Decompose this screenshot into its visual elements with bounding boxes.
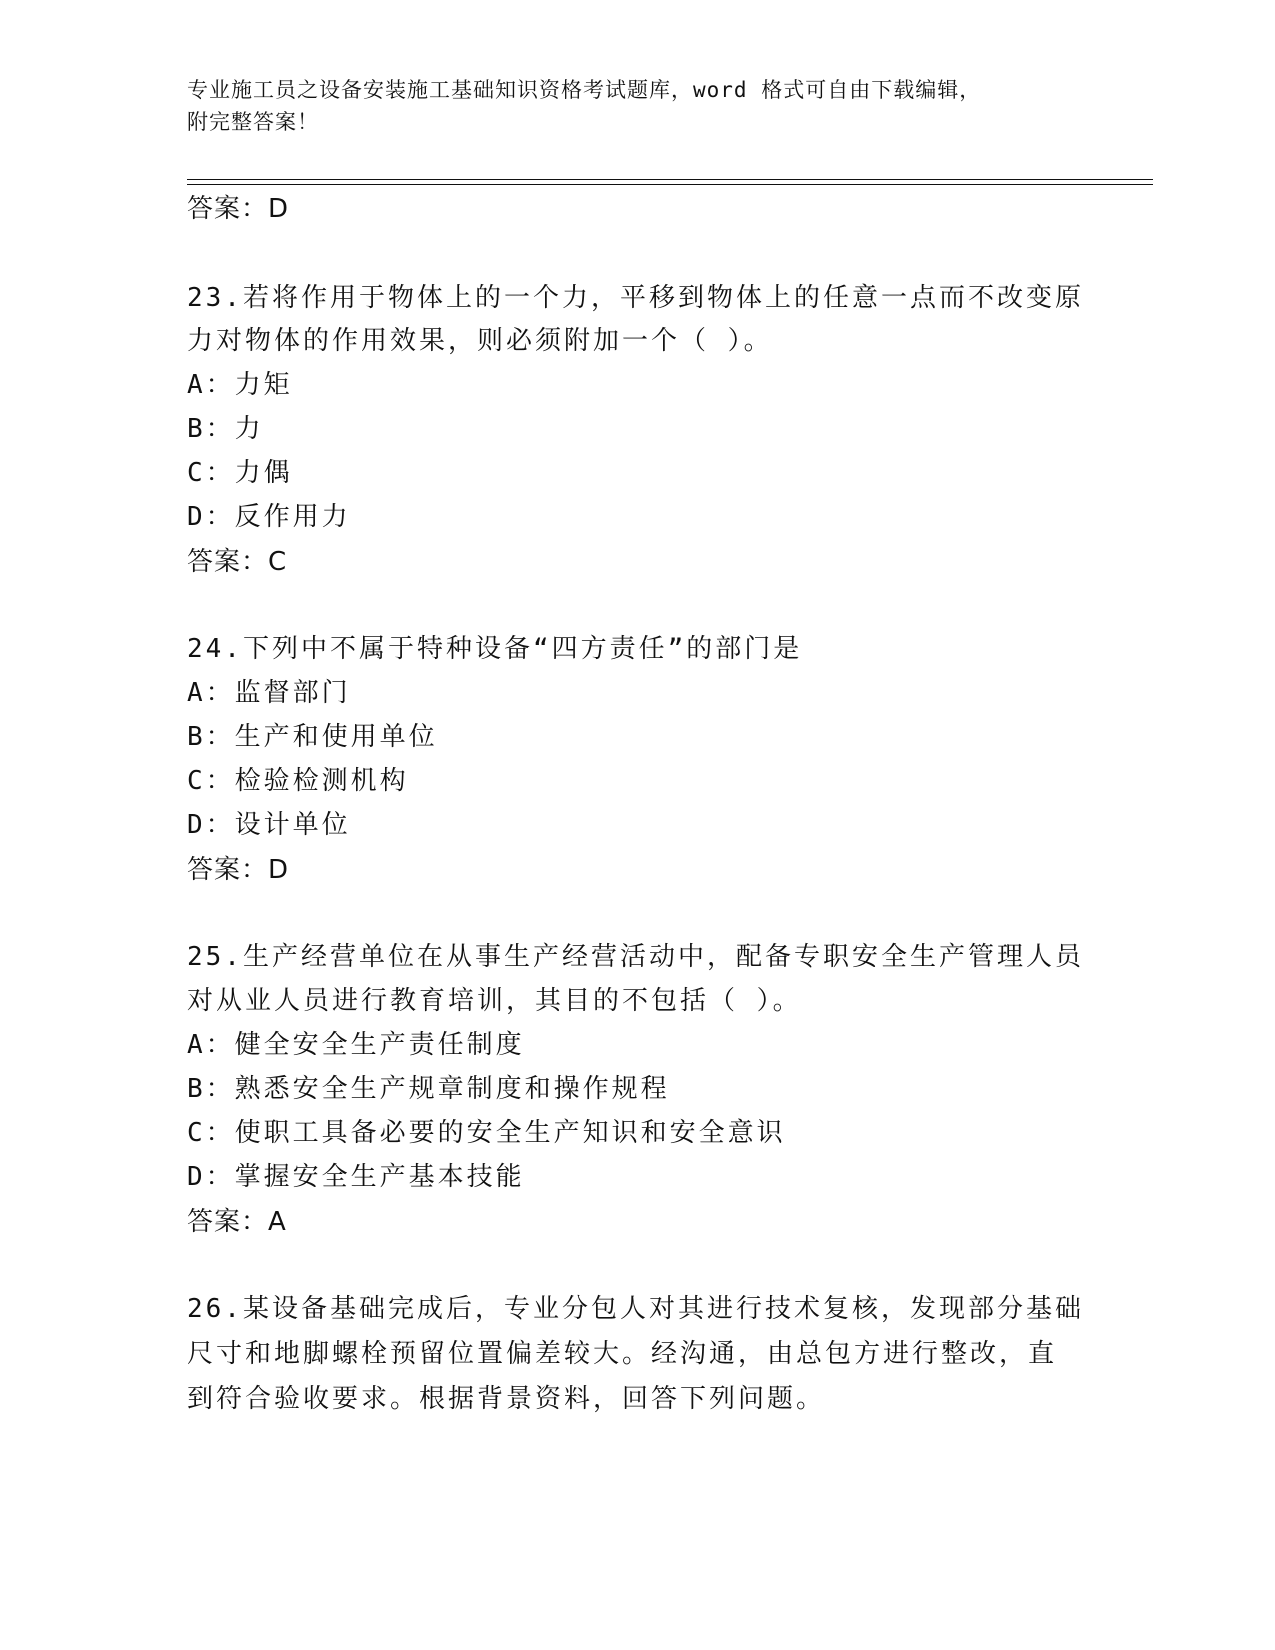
header-divider-top — [187, 179, 1153, 180]
option-b: B：熟悉安全生产规章制度和操作规程 — [187, 1074, 670, 1104]
question-stem-line: 23.若将作用于物体上的一个力，平移到物体上的任意一点而不改变原 — [187, 283, 1084, 313]
option-b: B：力 — [187, 414, 264, 444]
answer-line: 答案：C — [187, 547, 288, 577]
question-stem-line: 尺寸和地脚螺栓预留位置偏差较大。经沟通，由总包方进行整改，直 — [187, 1339, 1058, 1369]
question-stem-line: 对从业人员进行教育培训，其目的不包括（ ）。 — [187, 986, 802, 1016]
question-stem-line: 到符合验收要求。根据背景资料，回答下列问题。 — [187, 1384, 826, 1414]
option-d: D：设计单位 — [187, 810, 351, 840]
option-a: A：力矩 — [187, 370, 293, 400]
option-a: A：健全安全生产责任制度 — [187, 1030, 525, 1060]
question-stem-line: 24.下列中不属于特种设备“四方责任”的部门是 — [187, 634, 803, 664]
question-stem-line: 力对物体的作用效果，则必须附加一个（ ）。 — [187, 326, 773, 356]
option-b: B：生产和使用单位 — [187, 722, 438, 752]
header-line-1: 专业施工员之设备安装施工基础知识资格考试题库，word 格式可自由下载编辑， — [187, 78, 982, 102]
question-stem-line: 25.生产经营单位在从事生产经营活动中，配备专职安全生产管理人员 — [187, 942, 1084, 972]
option-c: C：检验检测机构 — [187, 766, 409, 796]
question-stem-line: 26.某设备基础完成后，专业分包人对其进行技术复核，发现部分基础 — [187, 1294, 1084, 1324]
option-a: A：监督部门 — [187, 678, 351, 708]
option-d: D：反作用力 — [187, 502, 351, 532]
answer-line: 答案：D — [187, 194, 290, 224]
answer-line: 答案：D — [187, 855, 290, 885]
header-line-2: 附完整答案！ — [187, 110, 319, 134]
option-c: C：力偶 — [187, 458, 293, 488]
document-header — [187, 74, 1067, 138]
option-d: D：掌握安全生产基本技能 — [187, 1162, 525, 1192]
answer-line: 答案：A — [187, 1207, 287, 1237]
option-c: C：使职工具备必要的安全生产知识和安全意识 — [187, 1118, 786, 1148]
header-divider-bottom — [187, 184, 1153, 185]
